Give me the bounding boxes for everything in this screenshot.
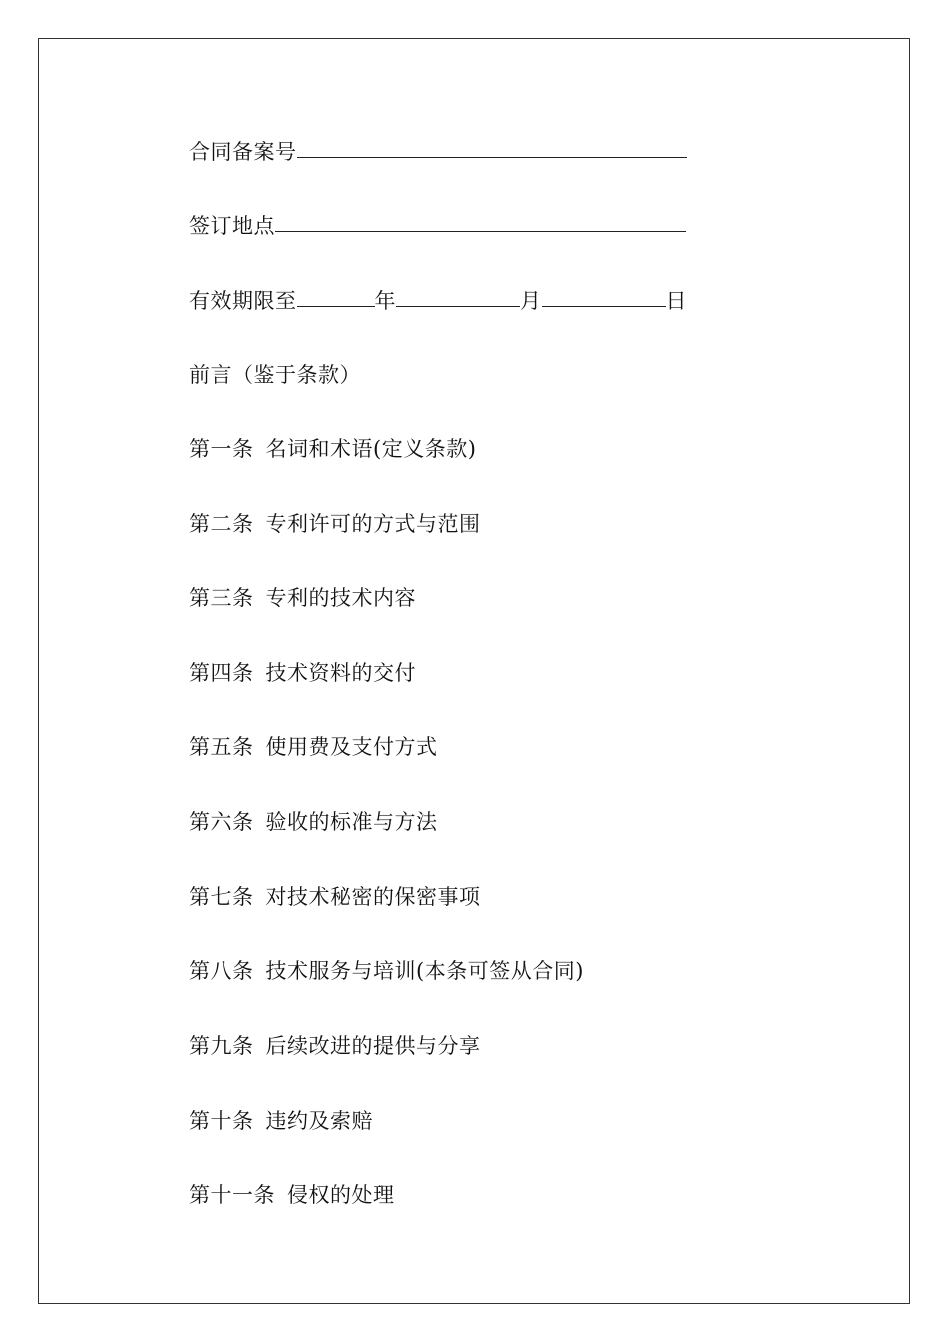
- article-number: 第七条: [189, 885, 254, 909]
- article-line: [189, 507, 481, 541]
- article-number: 第四条: [189, 661, 254, 685]
- article-line: [189, 730, 438, 764]
- year-blank[interactable]: [297, 282, 375, 307]
- day-blank[interactable]: [542, 282, 666, 307]
- article-title: 对技术秘密的保密事项: [265, 885, 481, 909]
- contract-record-blank[interactable]: [297, 133, 687, 158]
- article-number: 第十一条: [189, 1183, 275, 1207]
- article-line: [189, 805, 438, 839]
- article-number: 第三条: [189, 586, 254, 610]
- article-title: 侵权的处理: [287, 1183, 395, 1207]
- article-title: 名词和术语(定义条款): [265, 437, 477, 461]
- month-label: 月: [520, 289, 542, 313]
- article-line: [189, 954, 584, 988]
- article-line: [189, 1104, 373, 1138]
- article-title: 专利许可的方式与范围: [265, 512, 481, 536]
- validity-line: [189, 283, 687, 317]
- article-title: 违约及索赔: [265, 1109, 373, 1133]
- article-line: [189, 1178, 395, 1212]
- article-number: 第九条: [189, 1034, 254, 1058]
- article-line: [189, 880, 481, 914]
- article-line: [189, 432, 476, 466]
- article-title: 使用费及支付方式: [265, 735, 438, 759]
- article-title: 技术资料的交付: [265, 661, 416, 685]
- article-number: 第八条: [189, 959, 254, 983]
- article-number: 第一条: [189, 437, 254, 461]
- article-title: 验收的标准与方法: [265, 810, 438, 834]
- signing-place-line: [189, 208, 686, 242]
- month-blank[interactable]: [396, 282, 520, 307]
- article-number: 第二条: [189, 512, 254, 536]
- article-title: 技术服务与培训(本条可签从合同): [265, 959, 584, 983]
- signing-place-label: 签订地点: [189, 214, 275, 238]
- validity-label: 有效期限至: [189, 289, 297, 313]
- article-line: [189, 581, 416, 615]
- article-number: 第五条: [189, 735, 254, 759]
- article-number: 第六条: [189, 810, 254, 834]
- article-title: 专利的技术内容: [265, 586, 416, 610]
- article-number: 第十条: [189, 1109, 254, 1133]
- contract-record-line: [189, 134, 687, 168]
- article-title: 后续改进的提供与分享: [265, 1034, 481, 1058]
- year-label: 年: [374, 289, 396, 313]
- article-line: [189, 656, 416, 690]
- contract-record-label: 合同备案号: [189, 140, 297, 164]
- signing-place-blank[interactable]: [275, 207, 686, 232]
- day-label: 日: [665, 289, 687, 313]
- article-line: [189, 1029, 481, 1063]
- preface-heading: 前言（鉴于条款）: [189, 363, 361, 387]
